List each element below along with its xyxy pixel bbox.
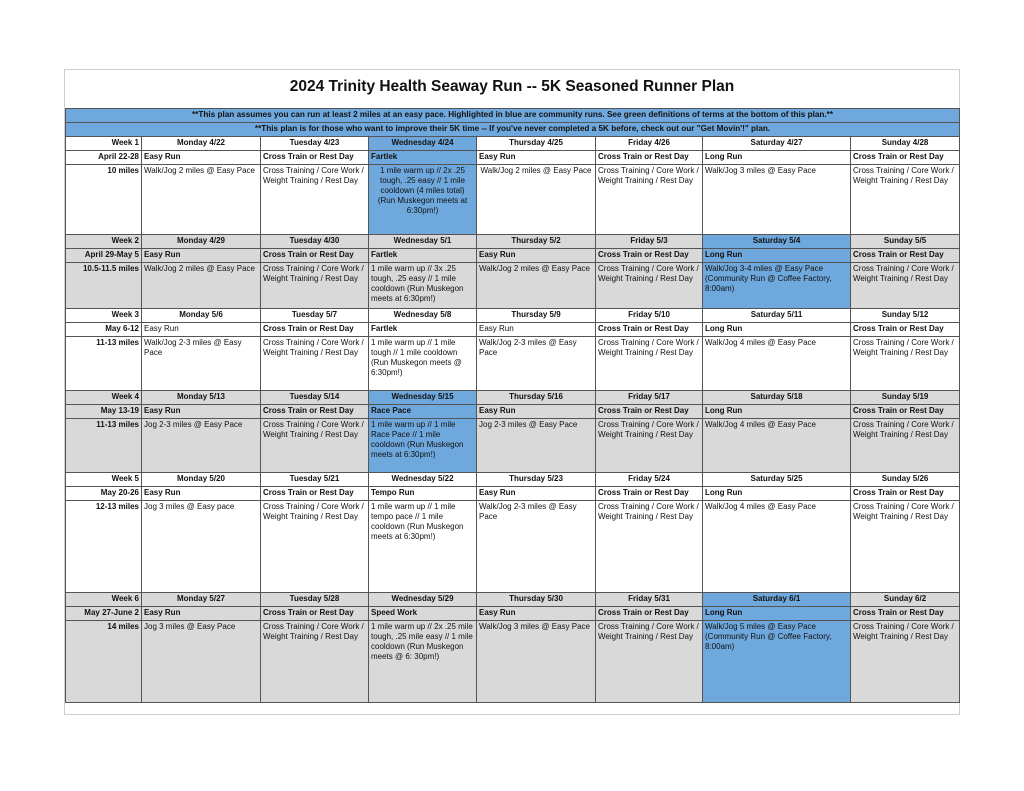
- workout-desc: Cross Training / Core Work / Weight Training / Rest Day: [596, 501, 703, 593]
- workout-desc: Cross Training / Core Work / Weight Training / Rest Day: [261, 337, 369, 391]
- workout-desc: Walk/Jog 2-3 miles @ Easy Pace: [142, 337, 261, 391]
- workout-type: Easy Run: [142, 607, 261, 621]
- week-label: Week 5: [66, 473, 142, 487]
- day-label: Thursday 5/16: [477, 391, 596, 405]
- workout-desc: Cross Training / Core Work / Weight Training / Rest Day: [851, 419, 960, 473]
- day-label: Tuesday 5/7: [261, 309, 369, 323]
- workout-desc: Cross Training / Core Work / Weight Training / Rest Day: [851, 621, 960, 703]
- workout-type-row: [66, 249, 960, 263]
- workout-type: Cross Train or Rest Day: [851, 151, 960, 165]
- workout-desc: Cross Training / Core Work / Weight Training / Rest Day: [596, 621, 703, 703]
- workout-type: Cross Train or Rest Day: [851, 405, 960, 419]
- day-label: Wednesday 5/29: [369, 593, 477, 607]
- workout-type: Easy Run: [142, 151, 261, 165]
- week-header-row: [66, 391, 960, 405]
- workout-desc: Walk/Jog 2-3 miles @ Easy Pace: [477, 337, 596, 391]
- workout-type: Race Pace: [369, 405, 477, 419]
- day-label: Monday 5/13: [142, 391, 261, 405]
- workout-desc: Walk/Jog 3 miles @ Easy Pace: [477, 621, 596, 703]
- workout-desc: 1 mile warm up // 1 mile tough // 1 mile cooldown (Run Muskegon meets @ 6:30pm!): [369, 337, 477, 391]
- week-miles: 14 miles: [66, 621, 142, 703]
- day-label: Saturday 5/18: [703, 391, 851, 405]
- workout-desc: Jog 3 miles @ Easy pace: [142, 501, 261, 593]
- workout-desc: Walk/Jog 2-3 miles @ Easy Pace: [477, 501, 596, 593]
- day-label: Thursday 5/30: [477, 593, 596, 607]
- workout-type: Tempo Run: [369, 487, 477, 501]
- day-label: Friday 5/31: [596, 593, 703, 607]
- workout-type: Easy Run: [477, 323, 596, 337]
- workout-desc: Cross Training / Core Work / Weight Training / Rest Day: [596, 337, 703, 391]
- workout-type: Easy Run: [142, 487, 261, 501]
- workout-desc-row: [66, 263, 960, 309]
- day-label: Tuesday 4/23: [261, 137, 369, 151]
- workout-type: Cross Train or Rest Day: [261, 405, 369, 419]
- week-label: Week 3: [66, 309, 142, 323]
- workout-desc: Cross Training / Core Work / Weight Training / Rest Day: [261, 165, 369, 235]
- workout-desc: 1 mile warm up // 3x .25 tough, .25 easy // 1 mile cooldown (Run Muskegon meets at 6:30pm!): [369, 263, 477, 309]
- workout-type-row: [66, 607, 960, 621]
- workout-type: Long Run: [703, 249, 851, 263]
- week-label: Week 4: [66, 391, 142, 405]
- workout-type: Easy Run: [142, 405, 261, 419]
- workout-desc: Cross Training / Core Work / Weight Training / Rest Day: [596, 419, 703, 473]
- workout-desc: Walk/Jog 3-4 miles @ Easy Pace (Community Run @ Coffee Factory, 8:00am): [703, 263, 851, 309]
- workout-type: Easy Run: [477, 405, 596, 419]
- week-miles: 11-13 miles: [66, 337, 142, 391]
- workout-desc-row: [66, 165, 960, 235]
- workout-desc: Walk/Jog 2 miles @ Easy Pace: [477, 165, 596, 235]
- workout-type: Fartlek: [369, 323, 477, 337]
- plan-note-2: **This plan is for those who want to improve their 5K time -- If you've never completed a 5K before, check out our "Get Movin'!" plan.: [66, 123, 960, 137]
- day-label: Saturday 4/27: [703, 137, 851, 151]
- workout-type: Long Run: [703, 151, 851, 165]
- workout-type: Cross Train or Rest Day: [596, 151, 703, 165]
- workout-desc-row: [66, 501, 960, 593]
- workout-desc-row: [66, 337, 960, 391]
- week-miles: 11-13 miles: [66, 419, 142, 473]
- day-label: Thursday 5/9: [477, 309, 596, 323]
- day-label: Wednesday 5/1: [369, 235, 477, 249]
- week-miles: 10.5-11.5 miles: [66, 263, 142, 309]
- workout-type: Easy Run: [477, 487, 596, 501]
- week-dates: April 22-28: [66, 151, 142, 165]
- workout-desc: Cross Training / Core Work / Weight Training / Rest Day: [851, 501, 960, 593]
- workout-type: Cross Train or Rest Day: [261, 151, 369, 165]
- week-label: Week 2: [66, 235, 142, 249]
- workout-type: Cross Train or Rest Day: [851, 607, 960, 621]
- workout-type: Easy Run: [477, 249, 596, 263]
- day-label: Sunday 5/12: [851, 309, 960, 323]
- workout-desc: Walk/Jog 4 miles @ Easy Pace: [703, 419, 851, 473]
- workout-desc: Cross Training / Core Work / Weight Training / Rest Day: [261, 621, 369, 703]
- day-label: Sunday 5/5: [851, 235, 960, 249]
- workout-type: Long Run: [703, 487, 851, 501]
- workout-type: Cross Train or Rest Day: [261, 249, 369, 263]
- week-dates: May 27-June 2: [66, 607, 142, 621]
- day-label: Monday 5/20: [142, 473, 261, 487]
- workout-type: Cross Train or Rest Day: [596, 323, 703, 337]
- day-label: Thursday 5/2: [477, 235, 596, 249]
- workout-desc: Cross Training / Core Work / Weight Training / Rest Day: [851, 337, 960, 391]
- workout-desc: Jog 2-3 miles @ Easy Pace: [142, 419, 261, 473]
- week-miles: 12-13 miles: [66, 501, 142, 593]
- workout-type: Easy Run: [142, 249, 261, 263]
- workout-type: Cross Train or Rest Day: [851, 249, 960, 263]
- workout-type: Long Run: [703, 607, 851, 621]
- day-label: Friday 5/3: [596, 235, 703, 249]
- day-label: Thursday 5/23: [477, 473, 596, 487]
- workout-type: Cross Train or Rest Day: [596, 249, 703, 263]
- day-label: Saturday 5/4: [703, 235, 851, 249]
- workout-desc: 1 mile warm up // 2x .25 mile tough, .25 mile easy // 1 mile cooldown (Run Muskegon meets @ 6: 30pm!): [369, 621, 477, 703]
- workout-desc: Cross Training / Core Work / Weight Training / Rest Day: [596, 165, 703, 235]
- day-label: Wednesday 5/22: [369, 473, 477, 487]
- week-header-row: [66, 309, 960, 323]
- workout-desc: Walk/Jog 4 miles @ Easy Pace: [703, 501, 851, 593]
- workout-desc: Walk/Jog 4 miles @ Easy Pace: [703, 337, 851, 391]
- workout-type: Cross Train or Rest Day: [596, 607, 703, 621]
- workout-desc: Cross Training / Core Work / Weight Training / Rest Day: [261, 501, 369, 593]
- workout-type: Cross Train or Rest Day: [851, 487, 960, 501]
- page-title: 2024 Trinity Health Seaway Run -- 5K Seasoned Runner Plan: [289, 78, 735, 95]
- workout-desc: Walk/Jog 3 miles @ Easy Pace: [703, 165, 851, 235]
- workout-type: Cross Train or Rest Day: [851, 323, 960, 337]
- day-label: Friday 5/24: [596, 473, 703, 487]
- day-label: Saturday 5/25: [703, 473, 851, 487]
- day-label: Sunday 5/19: [851, 391, 960, 405]
- workout-desc: Walk/Jog 2 miles @ Easy Pace: [142, 165, 261, 235]
- workout-type-row: [66, 151, 960, 165]
- workout-type: Easy Run: [142, 323, 261, 337]
- day-label: Monday 5/6: [142, 309, 261, 323]
- workout-type: Cross Train or Rest Day: [596, 405, 703, 419]
- day-label: Sunday 6/2: [851, 593, 960, 607]
- day-label: Sunday 4/28: [851, 137, 960, 151]
- workout-type: Easy Run: [477, 151, 596, 165]
- week-header-row: [66, 593, 960, 607]
- week-header-row: [66, 235, 960, 249]
- workout-desc: 1 mile warm up // 1 mile Race Pace // 1 mile cooldown (Run Muskegon meets at 6:30pm!): [369, 419, 477, 473]
- workout-type: Long Run: [703, 323, 851, 337]
- week-dates: May 6-12: [66, 323, 142, 337]
- day-label: Tuesday 4/30: [261, 235, 369, 249]
- day-label: Saturday 5/11: [703, 309, 851, 323]
- week-header-row: [66, 473, 960, 487]
- day-label: Wednesday 5/8: [369, 309, 477, 323]
- workout-type: Fartlek: [369, 249, 477, 263]
- workout-desc: Jog 2-3 miles @ Easy Pace: [477, 419, 596, 473]
- workout-type: Cross Train or Rest Day: [596, 487, 703, 501]
- day-label: Sunday 5/26: [851, 473, 960, 487]
- workout-desc: Walk/Jog 2 miles @ Easy Pace: [142, 263, 261, 309]
- workout-type-row: [66, 405, 960, 419]
- day-label: Monday 4/22: [142, 137, 261, 151]
- workout-desc: Jog 3 miles @ Easy Pace: [142, 621, 261, 703]
- day-label: Friday 5/10: [596, 309, 703, 323]
- workout-desc: 1 mile warm up // 2x .25 tough, .25 easy // 1 mile cooldown (4 miles total) (Run Muskegon meets at 6:30pm!): [369, 165, 477, 235]
- workout-type: Easy Run: [477, 607, 596, 621]
- week-dates: May 13-19: [66, 405, 142, 419]
- week-header-row: [66, 137, 960, 151]
- day-label: Thursday 4/25: [477, 137, 596, 151]
- workout-desc: Walk/Jog 2 miles @ Easy Pace: [477, 263, 596, 309]
- workout-desc: Cross Training / Core Work / Weight Training / Rest Day: [261, 263, 369, 309]
- day-label: Friday 4/26: [596, 137, 703, 151]
- workout-type: Cross Train or Rest Day: [261, 323, 369, 337]
- day-label: Tuesday 5/28: [261, 593, 369, 607]
- workout-desc: Cross Training / Core Work / Weight Training / Rest Day: [261, 419, 369, 473]
- workout-desc: Cross Training / Core Work / Weight Training / Rest Day: [851, 263, 960, 309]
- day-label: Monday 5/27: [142, 593, 261, 607]
- training-plan-table: [65, 108, 960, 703]
- workout-type-row: [66, 487, 960, 501]
- workout-desc: Cross Training / Core Work / Weight Training / Rest Day: [596, 263, 703, 309]
- week-miles: 10 miles: [66, 165, 142, 235]
- day-label: Monday 4/29: [142, 235, 261, 249]
- day-label: Wednesday 4/24: [369, 137, 477, 151]
- workout-type: Cross Train or Rest Day: [261, 607, 369, 621]
- workout-type: Long Run: [703, 405, 851, 419]
- workout-type-row: [66, 323, 960, 337]
- week-dates: May 20-26: [66, 487, 142, 501]
- day-label: Tuesday 5/14: [261, 391, 369, 405]
- workout-type: Cross Train or Rest Day: [261, 487, 369, 501]
- week-dates: April 29-May 5: [66, 249, 142, 263]
- day-label: Wednesday 5/15: [369, 391, 477, 405]
- workout-desc-row: [66, 419, 960, 473]
- week-label: Week 6: [66, 593, 142, 607]
- workout-desc: Walk/Jog 5 miles @ Easy Pace (Community Run @ Coffee Factory, 8:00am): [703, 621, 851, 703]
- workout-desc: 1 mile warm up // 1 mile tempo pace // 1 mile cooldown (Run Muskegon meets at 6:30pm!): [369, 501, 477, 593]
- plan-note-1: **This plan assumes you can run at least 2 miles at an easy pace. Highlighted in blue are community runs. See green definitions of terms at the bottom of this plan.**: [66, 109, 960, 123]
- workout-type: Speed Work: [369, 607, 477, 621]
- day-label: Saturday 6/1: [703, 593, 851, 607]
- workout-type: Fartlek: [369, 151, 477, 165]
- day-label: Friday 5/17: [596, 391, 703, 405]
- week-label: Week 1: [66, 137, 142, 151]
- day-label: Tuesday 5/21: [261, 473, 369, 487]
- workout-desc-row: [66, 621, 960, 703]
- workout-desc: Cross Training / Core Work / Weight Training / Rest Day: [851, 165, 960, 235]
